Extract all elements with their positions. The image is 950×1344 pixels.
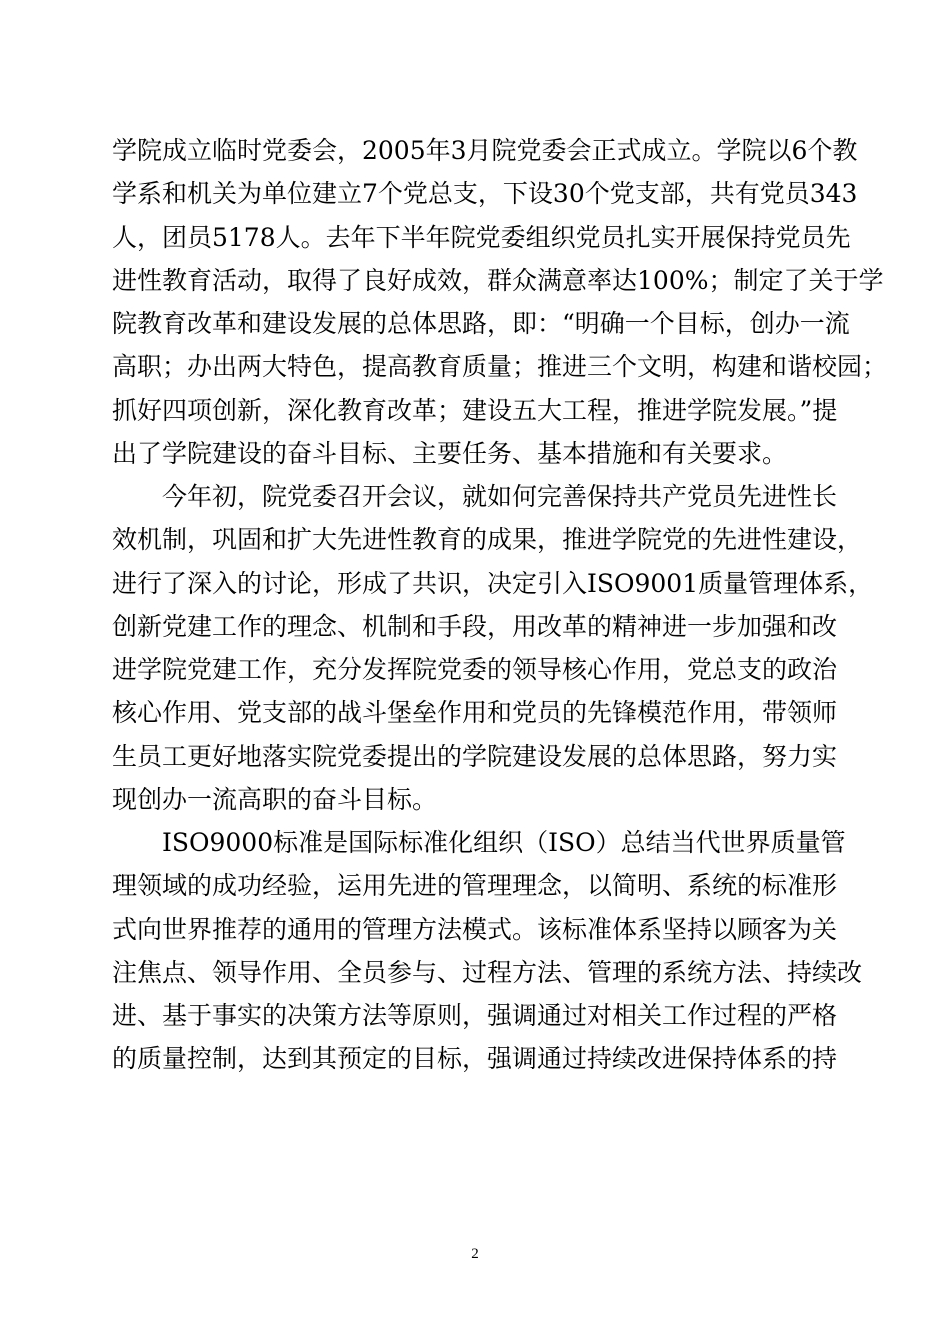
text-line: 理领域的成功经验，运用先进的管理理念，以简明、系统的标准形	[112, 871, 838, 901]
text-line: 高职；办出两大特色，提高教育质量；推进三个文明，构建和谐校园；	[112, 352, 888, 382]
text-line: 核心作用、党支部的战斗堡垒作用和党员的先锋模范作用，带领师	[112, 698, 838, 728]
text-line: 注焦点、领导作用、全员参与、过程方法、管理的系统方法、持续改	[112, 957, 863, 987]
text-line: 创新党建工作的理念、机制和手段，用改革的精神进一步加强和改	[112, 611, 838, 641]
text-line: 院教育改革和建设发展的总体思路，即：“明确一个目标，创办一流	[112, 309, 850, 338]
text-line: 效机制，巩固和扩大先进性教育的成果，推进学院党的先进性建设，	[112, 525, 863, 555]
text-line: 进学院党建工作，充分发挥院党委的领导核心作用，党总支的政治	[112, 655, 838, 684]
text-line: 进行了深入的讨论，形成了共识，决定引入ISO9001质量管理体系，	[112, 568, 874, 598]
text-line: 生员工更好地落实院党委提出的学院建设发展的总体思路，努力实	[112, 741, 838, 771]
text-line: 学院成立临时党委会，2005年3月院党委会正式成立。学院以6个教	[112, 136, 858, 165]
text-line: 学系和机关为单位建立7个党总支，下设30个党支部，共有党员343	[112, 179, 858, 209]
text-line: 今年初，院党委召开会议，就如何完善保持共产党员先进性长	[112, 482, 838, 511]
text-line: 式向世界推荐的通用的管理方法模式。该标准体系坚持以顾客为关	[112, 914, 838, 944]
text-line: ISO9000标准是国际标准化组织（ISO）总结当代世界质量管	[112, 828, 846, 857]
text-line: 人，团员5178人。去年下半年院党委组织党员扎实开展保持党员先	[112, 222, 851, 252]
page-number: 2	[471, 1246, 479, 1262]
body-text	[112, 129, 888, 1081]
text-line: 进性教育活动，取得了良好成效，群众满意率达100%；制定了关于学	[112, 265, 884, 295]
text-line: 出了学院建设的奋斗目标、主要任务、基本措施和有关要求。	[112, 438, 788, 468]
text-line: 抓好四项创新，深化教育改革；建设五大工程，推进学院发展。”提	[112, 395, 838, 425]
text-line: 现创办一流高职的奋斗目标。	[112, 784, 438, 814]
text-line: 的质量控制，达到其预定的目标，强调通过持续改进保持体系的持	[112, 1044, 838, 1074]
text-line: 进、基于事实的决策方法等原则，强调通过对相关工作过程的严格	[112, 1001, 838, 1030]
